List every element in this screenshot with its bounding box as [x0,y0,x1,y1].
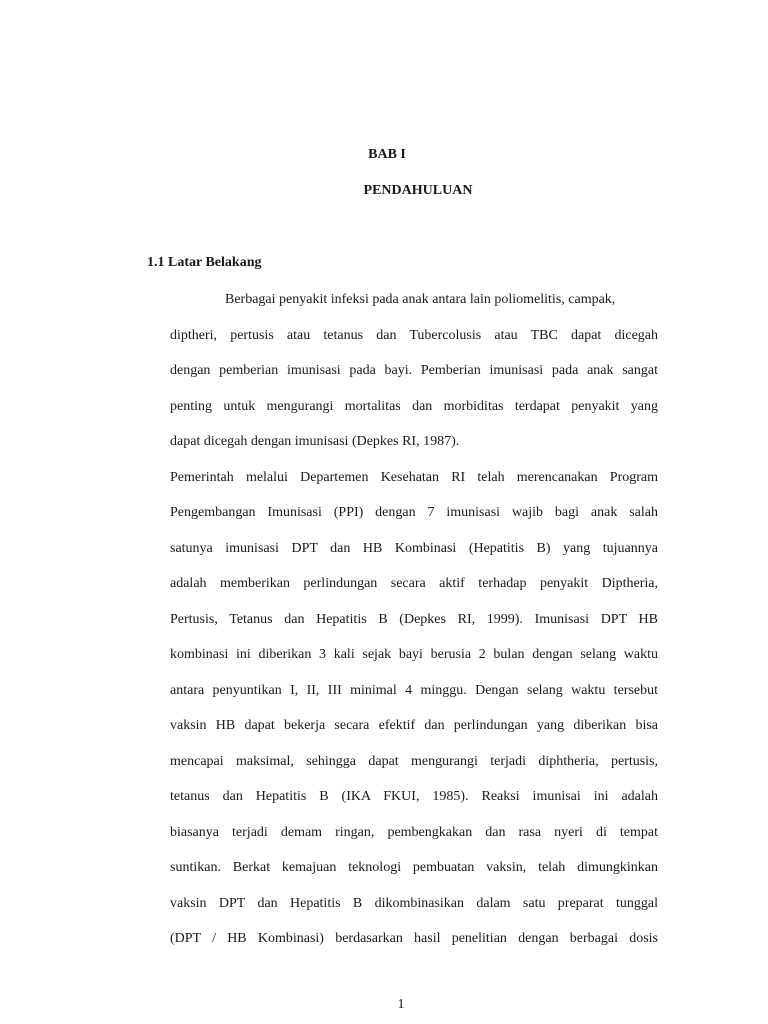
paragraph2-line: antara penyuntikan I, II, III minimal 4 minggu. Dengan selang waktu tersebut [170,683,658,698]
paragraph2-line: adalah memberikan perlindungan secara aktif terhadap penyakit Diptheria, [170,576,658,591]
paragraph2-line: biasanya terjadi demam ringan, pembengkakan dan rasa nyeri di tempat [170,825,658,840]
paragraph2-line: satunya imunisasi DPT dan HB Kombinasi (Hepatitis B) yang tujuannya [170,541,658,556]
chapter-number: BAB I [368,147,406,162]
paragraph2-line: tetanus dan Hepatitis B (IKA FKUI, 1985). Reaksi imunisai ini adalah [170,789,658,804]
paragraph1-line: Berbagai penyakit infeksi pada anak antara lain poliomelitis, campak, [225,292,616,307]
page-number: 1 [397,997,405,1012]
paragraph1-line: diptheri, pertusis atau tetanus dan Tubercolusis atau TBC dapat dicegah [170,328,658,343]
paragraph2-line: vaksin HB dapat bekerja secara efektif dan perlindungan yang diberikan bisa [170,718,658,733]
section-heading: 1.1 Latar Belakang [147,255,262,270]
paragraph2-line: kombinasi ini diberikan 3 kali sejak bayi berusia 2 bulan dengan selang waktu [170,647,658,662]
paragraph2-line: Pertusis, Tetanus dan Hepatitis B (Depkes RI, 1999). Imunisasi DPT HB [170,612,658,627]
paragraph1-line: penting untuk mengurangi mortalitas dan morbiditas terdapat penyakit yang [170,399,658,414]
paragraph2-line: Pengembangan Imunisasi (PPI) dengan 7 imunisasi wajib bagi anak salah [170,505,658,520]
paragraph1-line: dapat dicegah dengan imunisasi (Depkes RI, 1987). [170,434,460,449]
paragraph2-line: (DPT / HB Kombinasi) berdasarkan hasil penelitian dengan berbagai dosis [170,931,658,946]
chapter-title: PENDAHULUAN [363,183,473,198]
paragraph1-line: dengan pemberian imunisasi pada bayi. Pemberian imunisasi pada anak sangat [170,363,658,378]
paragraph2-line: mencapai maksimal, sehingga dapat mengurangi terjadi diphtheria, pertusis, [170,754,658,769]
paragraph2-line: Pemerintah melalui Departemen Kesehatan RI telah merencanakan Program [170,470,658,485]
paragraph2-line: suntikan. Berkat kemajuan teknologi pembuatan vaksin, telah dimungkinkan [170,860,658,875]
paragraph2-line: vaksin DPT dan Hepatitis B dikombinasikan dalam satu preparat tunggal [170,896,658,911]
